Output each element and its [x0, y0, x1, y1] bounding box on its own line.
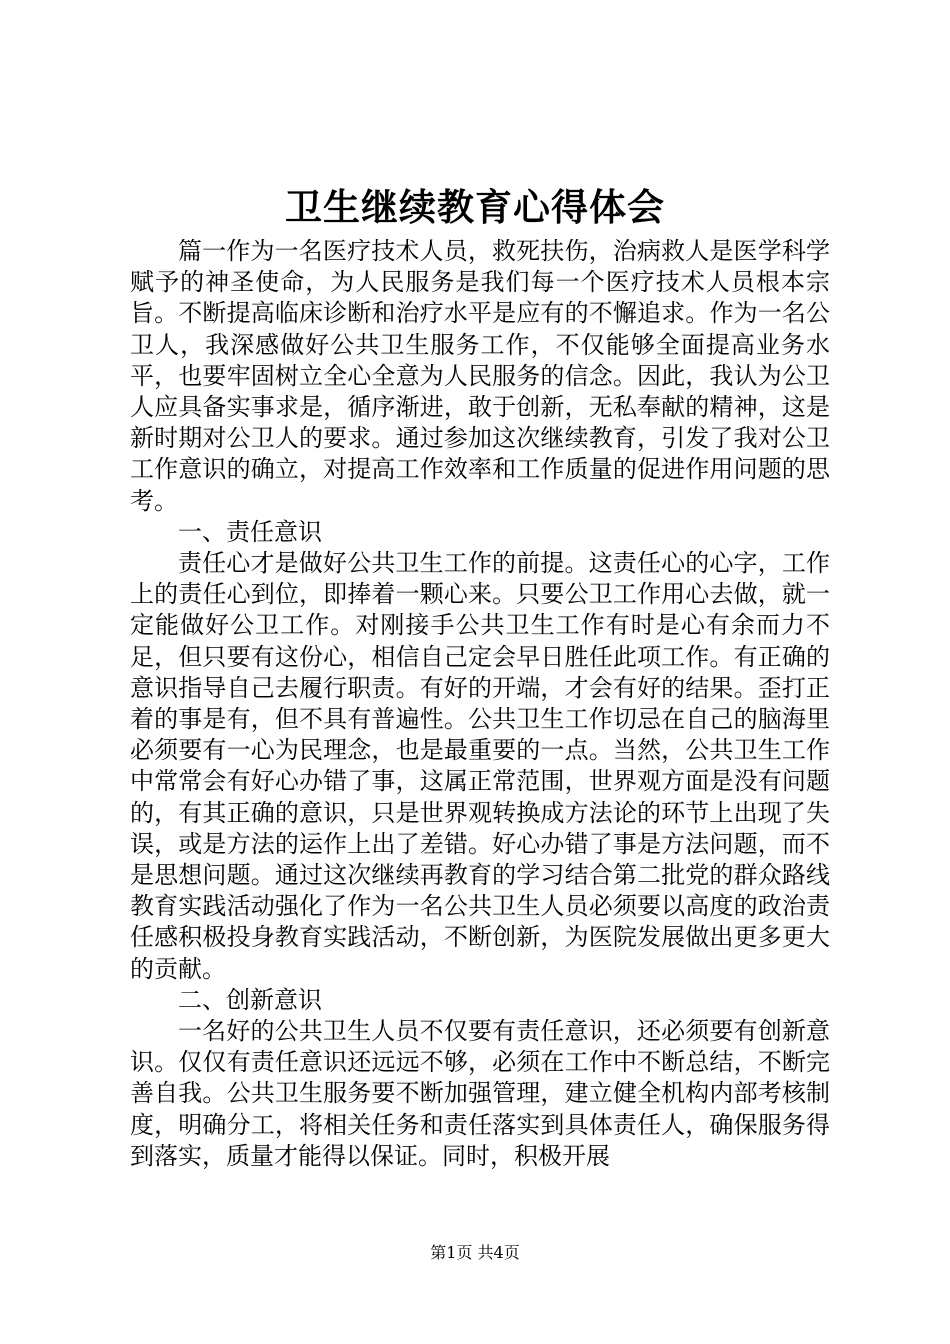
paragraph-innovation: 一名好的公共卫生人员不仅要有责任意识，还必须要有创新意识。仅仅有责任意识还远远不够，必须在工作中不断总结，不断完善自我。公共卫生服务要不断加强管理，建立健全机构内部考核制度，明确分工，将相关任务和责任落实到具体责任人，确保服务得到落实，质量才能得以保证。同时，积极开展	[130, 1017, 830, 1170]
document-title: 卫生继续教育心得体会	[285, 185, 665, 229]
section-heading-responsibility: 一、责任意识	[178, 517, 322, 546]
paragraph-intro: 篇一作为一名医疗技术人员，救死扶伤，治病救人是医学科学赋予的神圣使命，为人民服务是我们每一个医疗技术人员根本宗旨。不断提高临床诊断和治疗水平是应有的不懈追求。作为一名公卫人，我深感做好公共卫生服务工作，不仅能够全面提高业务水平，也要牢固树立全心全意为人民服务的信念。因此，我认为公卫人应具备实事求是，循序渐进，敢于创新，无私奉献的精神，这是新时期对公卫人的要求。通过参加这次继续教育，引发了我对公卫工作意识的确立，对提高工作效率和工作质量的促进作用问题的思考。	[130, 237, 830, 515]
page-number-footer: 第1页 共4页	[430, 1243, 520, 1262]
section-heading-innovation: 二、创新意识	[178, 985, 322, 1014]
document-body	[130, 236, 830, 1172]
paragraph-responsibility: 责任心才是做好公共卫生工作的前提。这责任心的心字，工作上的责任心到位，即捧着一颗心来。只要公卫工作用心去做，就一定能做好公卫工作。对刚接手公共卫生工作有时是心有余而力不足，但只要有这份心，相信自己定会早日胜任此项工作。有正确的意识指导自己去履行职责。有好的开端，才会有好的结果。歪打正着的事是有，但不具有普遍性。公共卫生工作切忌在自己的脑海里必须要有一心为民理念，也是最重要的一点。当然，公共卫生工作中常常会有好心办错了事，这属正常范围，世界观方面是没有问题的，有其正确的意识，只是世界观转换成方法论的环节上出现了失误，或是方法的运作上出了差错。好心办错了事是方法问题，而不是思想问题。通过这次继续再教育的学习结合第二批党的群众路线教育实践活动强化了作为一名公共卫生人员必须要以高度的政治责任感积极投身教育实践活动，不断创新，为医院发展做出更多更大的贡献。	[130, 549, 830, 983]
